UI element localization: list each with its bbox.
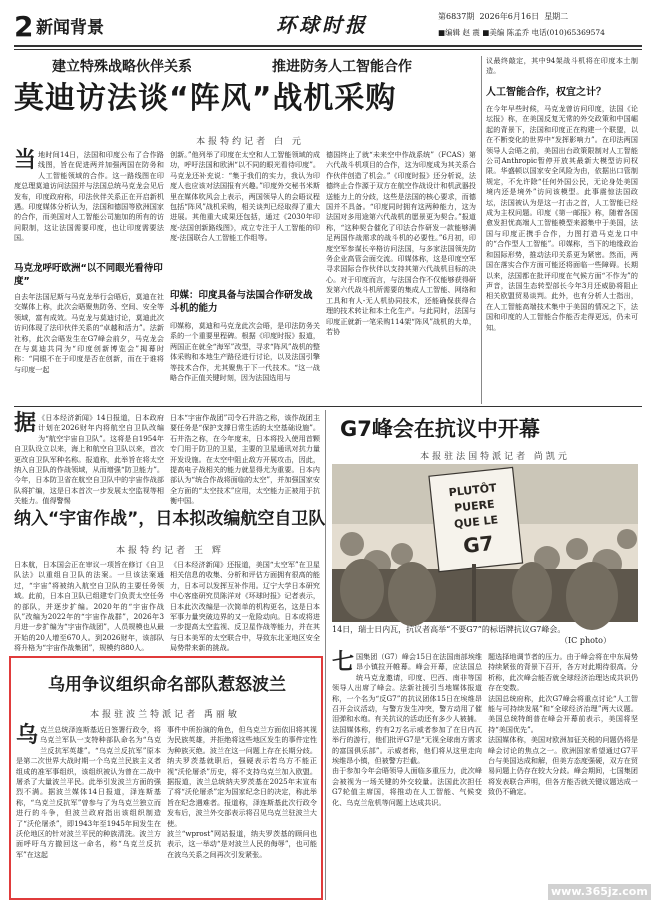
lead-bottom-rule [14,406,642,407]
issue-info [438,12,568,22]
g7-column-2: 题选择地调节者的压力。由于峰会将在中东局势持续紧张的背景下召开，各方对此期待很高。分析称，此次峰会能否就全球经济治理达成共识仍存在变数。 法国总统府称，此次G7峰会将重点讨论“人工智能与可持续发展”和“全球经济治理”两大议题。美国总统特朗普在峰会开幕前表示，美国将坚持“美国优先”。 法国媒体称，美国对欧洲加征关税的问题仍将是峰会讨论的焦点之一。欧洲国家希望通过G7平台与美国达成和解，但美方态度强硬，双方在贸易问题上仍存在较大分歧。峰会期间，七国集团将发表联合声明，但各方能否就关键议题达成一致仍不确定。 [488,652,638,797]
space-headline: 纳入“宇宙作战”，日本拟改编航空自卫队 [14,509,326,529]
section-label: 新闻背景 [36,18,104,38]
g7-photo-caption: 14日，瑞士日内瓦，抗议者高举“不要G7”的标语牌抗议G7峰会。 [332,625,566,634]
g7-photo [332,464,638,622]
issue-weekday: 星期二 [544,12,569,21]
lead-kicker [40,56,460,78]
header-rule [14,45,642,47]
g7-photo-credit: （IC photo） [560,636,611,645]
drop-cap: 乌 [16,723,39,748]
lead-kicker-left: 建立特殊战略伙伴关系 [52,59,192,75]
lead-kicker-right: 推进防务人工智能合作 [272,59,412,75]
space-vertical-rule [325,410,326,900]
lead-byline: 本报特约记者 白 元 [196,137,304,147]
masthead-logo: 环球时报 [276,13,368,37]
space-column-1: 据 《日本经济新闻》14日报道，日本政府计划在2026财年内将航空自卫队改编为“航空宇宙自卫队”。这将是自1954年自卫队设立以来，海上和航空自卫队以来，首次更改自卫队军种名称。报道称，此举旨在将太空纳入自卫队的作战领域，从而增强“防卫能力”。今年，日本防卫省在航空自卫队中的宇宙作战部队将扩编，这是日本首次一步发展太空监视等相关能力。值得警惕 [14,411,164,506]
g7-byline: 本报驻法国特派记者 尚凯元 [420,452,570,462]
page-header [14,8,640,48]
svg-text:QUE LE: QUE LE [453,513,499,531]
lead-subhead-1: 马克龙呼吁欧洲“以不同眼光看待印度” [14,263,163,287]
page-number: 2 [14,10,34,43]
poland-byline: 本报驻波兰特派记者 禹丽敏 [90,710,240,720]
lead-headline: 莫迪访法谈“阵风”战机采购 [14,81,397,116]
svg-text:PUERE: PUERE [453,497,496,515]
g7-column-1: 七国集团（G7）峰会15日在法国南部埃维昂小镇拉开帷幕。峰会开幕，应法国总统马克龙邀请，印度、巴西、南非等国领导人出席了峰会。法新社援引当地媒体报道称，一个名为“反G7”的抗议团体15日在埃维昂召开会议活动，与警方发生冲突，警方动用了催泪弹和水炮。有关抗议的活动还有多少人被捕。 法国媒体称，约有2万名示威者参加了在日内瓦举行的游行，他们批评G7是“无视全球南方需求的富国俱乐部”。示威者称，他们将从这里走向埃维昂小镇，但被警方拦截。 由于参加今年会晤领导人面临多重压力，此次峰会被视为一场关键的外交较量。法国此次担任G7轮值主席国，将推动在人工智能、气候变化、乌克兰危机等问题上达成共识。 [332,650,482,807]
drop-cap: 据 [14,411,37,436]
space-byline: 本报特约记者 王 辉 [116,546,224,556]
space-column-2b: 《日本经济新闻》还报道，美国“太空军”在卫星相关信息的收集、分析和评估方面拥有很高的能力，日本可以发挥互补作用。辽宁大学日本研究中心客座研究员陈洋对《环球时报》记者表示，日本此次改编是一次简单的机构更名，这是日本军事力量突破边界的又一危险动向。日本或将进一步提高太空监视、反卫星作战等能力，并在其与日本美军的太空联合中，导致东北亚地区安全局势带来新的挑战。 [170,560,320,653]
g7-headline: G7峰会在抗议中开幕 [340,417,540,441]
lead-vertical-rule [481,56,482,404]
poland-column-2: 事件中所扮演的角色，但乌克兰方面依旧将其视为民族英雄，并拒绝将这些地区发生的事件定性为种族灭绝。波兰在这一问题上存在长期分歧。纳夫罗茨基就职后，强硬表示若乌方不能正视“沃伦屠杀”历史，将不支持乌克兰加入欧盟。据报道，波兰总统纳夫罗茨基在2025年末宣布了将“沃伦屠杀”定为国家纪念日的决定，称此举旨在纪念遇难者。报道称，泽连斯基此次行政令发布后，波兰外交部表示将召见乌克兰驻波兰大使。 波兰“wprost”网站报道，纳夫罗茨基的顾问也表示，这一举动“是对波兰人民的侮辱”，也可能在波乌关系之间再次引发紧张。 [167,725,317,859]
space-column-1b: 日本航，日本国会正在审议一项旨在修订《自卫队法》以重组自卫队的法案。一旦该法案通过，“宇宙”将被纳入航空自卫队的主要任务领域。此前，日本自卫队已组建专门负责太空任务的部队，并逐步扩编。2020年的“宇宙作战队”改编为2022年的“宇宙作战群”，2026年3月进一步扩编为“宇宙作战团”，人员规模也从最开始的20人增至670人。到2026财年，该部队将升格为“宇宙作战集团”，规模约880人。 [14,560,164,653]
protest-photo-illustration [332,464,638,622]
lead-column-3: 德国终止了就“未来空中作战系统”（FCAS）第六代战斗机项目的合作，这为印度成为其关系合作伙伴创造了机会。”《印度时报》还分析说，法德终止合作源于双方在航空作战设计和机武器投送能力上的分歧，这些是法国的核心要求，而德国并不具备。“印度同时拥有这两种能力，这为法国对多用途第六代战机的愿景更为契合。”报道称，“这种契合催化了印法合作研发一款能够满足两国作战需求的战斗机的必要性。”6月初，印度空军参谋长辛格访问法国，与多家法国领先防务企业高管会面交流。印媒体称，这是印度空军寻求国际合作伙伴以支持其第六代战机目标的决心。对于印度而言，与法国合作不仅能够获得研发第六代战斗机所需要的集成人工智能、网络和工具和有人-无人机协同技术，还能确保获得合理的技术转让和本土化生产。与此同时，法国与印度正就新一笔采购114架“阵风”战机的大单，若协 [326,150,476,336]
space-column-2: 日本“宇宙作战团”司令石井浩之称，该作战团主要任务是“保护支撑日常生活的太空基础设施”。石井浩之称，在今年度末，日本将投入使用首颗专门用于防卫的卫星，主要的卫星通讯对抗力量开发设施。在太空中阻止敌方开展攻击，因此，提高电子战相关的能力就显得尤为重要。日本内部认为“统合作战将面临的太空”，并加强国家安全方面的“太空技术”应用，太空能力正被用于抗衡中国。 [170,413,320,506]
watermark: www.365jz.com [548,884,651,900]
drop-cap: 当 [14,148,37,173]
svg-text:PLUTÔT: PLUTÔT [448,481,498,500]
lead-subhead-2: 印媒：印度具备与法国合作研发战斗机的能力 [170,290,313,314]
lead-column-1b: 自去年法国尼斯与马克龙举行会晤后，莫迪在社交媒体上称，此次会晤聚焦防务、空间、安全等领域，富有成效。马克龙与莫迪讨论，莫迪此次访问体现了法印伙伴关系的“卓越和活力”。法新社称，此次会晤发生在G7峰会前夕，马克龙会在与莫迪共同为“印度创新博览会”揭幕时称：“同眼不在于印度是否在创新，而在于谁将与印度一起 [14,292,164,374]
issue-number: 第6837期 [438,12,475,21]
drop-cap: 七 [332,650,355,675]
lead-column-2b: 印媒称，莫迪和马克龙此次会晤，是印法防务关系的一个重要里程碑。根据《印度时报》报道，两国正在就全“海军”改型，寻求“阵风”战机的整体采购和本地生产路径进行讨论，以及法国引擎等技术合作，尤其聚焦于下一代技术。“这一战略合作正值关键时刻，因为法国选用与 [170,321,320,383]
header-rule-thin [14,49,642,50]
lead-column-1: 当地时间14日，法国和印度公布了合作路线图，旨在促进两并加强两国在防务和人工智能领域的合作。这一路线图在印度总理莫迪访问法国并与法国总统马克龙会见后发布，印度政府称，印法伙伴关系正在开启新机遇。印度媒体分析认为，法国和德国等欧洲国家的合作，而美国对人工智能公司施加的所有的访问限制，这让法国需要印度，也让印度需要法国。 [14,148,164,243]
lead-subhead-4: 人工智能合作，权宜之计？ [486,87,606,98]
lead-column-2: 创新。”他列举了印度在太空和人工智能领域的成功，呼吁法国和欧洲“以不同的眼光看待印度”。马克龙还补充说：“集于我们的实力，我认为印度人也应该对法国报有兴趣。”印度外交秘书米斯里在媒体吹风会上表示，两国领导人的会晤议程包括“阵风”战机采购，相关谈判已经取得了重大进展。其他重大成果还包括，通过《2030年印度-法国创新路线图》，成立专注于人工智能的印度-法国联合人工智能工作组等。 [170,150,320,243]
svg-text:G7: G7 [462,530,495,558]
lead-column-4b: 在今年早些时候，马克龙曾访问印度，法国《论坛报》称，在美国反复无常的外交政策和中国崛起的背景下，法国和印度正在构建一个联盟，以在不断变化的世界中“发挥影响力”。在印法两国领导人会晤之前，美国出台政策限制对人工智能公司Anthropic暂停开放其最新大模型访问权限。华盛顿以国家安全风险为由，依据出口管制规定，不允许除“任何外国公民，无论身处美国境内还是境外”访问该模型。此事震惊法国政坛，法国被认为是这一打击之首，人工智能已经成为主权问题。印度《第一邮报》称，随着各国愈发担忧高端人工智能模型来源集中于美国，法国与印度正携手合作，力图打造马克龙口中的“合作型人工智能”。印媒称，当下的地缘政治和国际形势，推动法印关系更为紧密。然而，两国在落实合作方面可能还将面临一些障碍。长期以来，法国都在批评印度在气候方面“不作为”的声音，法国生态转型部长今年3月还威胁将阻止相关欧盟贸易谈判。此外，也有分析人士指出，在人工智能高端技术集中于美国的情况之下，法国和印度的人工智能合作能否走得更远，仍未可知。 [486,104,638,332]
poland-headline: 乌用争议组织命名部队惹怒波兰 [48,675,286,695]
lead-column-4: 议最终敲定，其中94架战斗机将在印度本土制造。 [486,56,638,76]
poland-column-1: 乌克兰总统泽连斯基近日签署行政令，将乌克兰军队一支特种部队命名为“乌克兰反抗军英雄”。“乌克兰反抗军”原本是第二次世界大战时期一个乌克兰民族主义者组成的准军事组织，该组织被认为曾在二战中屠杀了大量波兰平民。此举引发波兰方面的强烈不满。据波兰媒体14日报道，泽连斯基称，“乌克兰反抗军”曾参与了为乌克兰独立而进行的斗争，但波兰政府指出该组织制造了“沃伦屠杀”，即1943年至1945年间发生在沃伦地区的针对波兰平民的种族清洗。波兰方面呼吁乌方撤回这一命名，称“乌克兰反抗军”在这起 [16,723,161,859]
editor-info: ■编辑 赵 震 ■美编 陈孟乔 电话(010)65369574 [438,28,605,37]
issue-date: 2026年6月16日 [479,12,540,21]
